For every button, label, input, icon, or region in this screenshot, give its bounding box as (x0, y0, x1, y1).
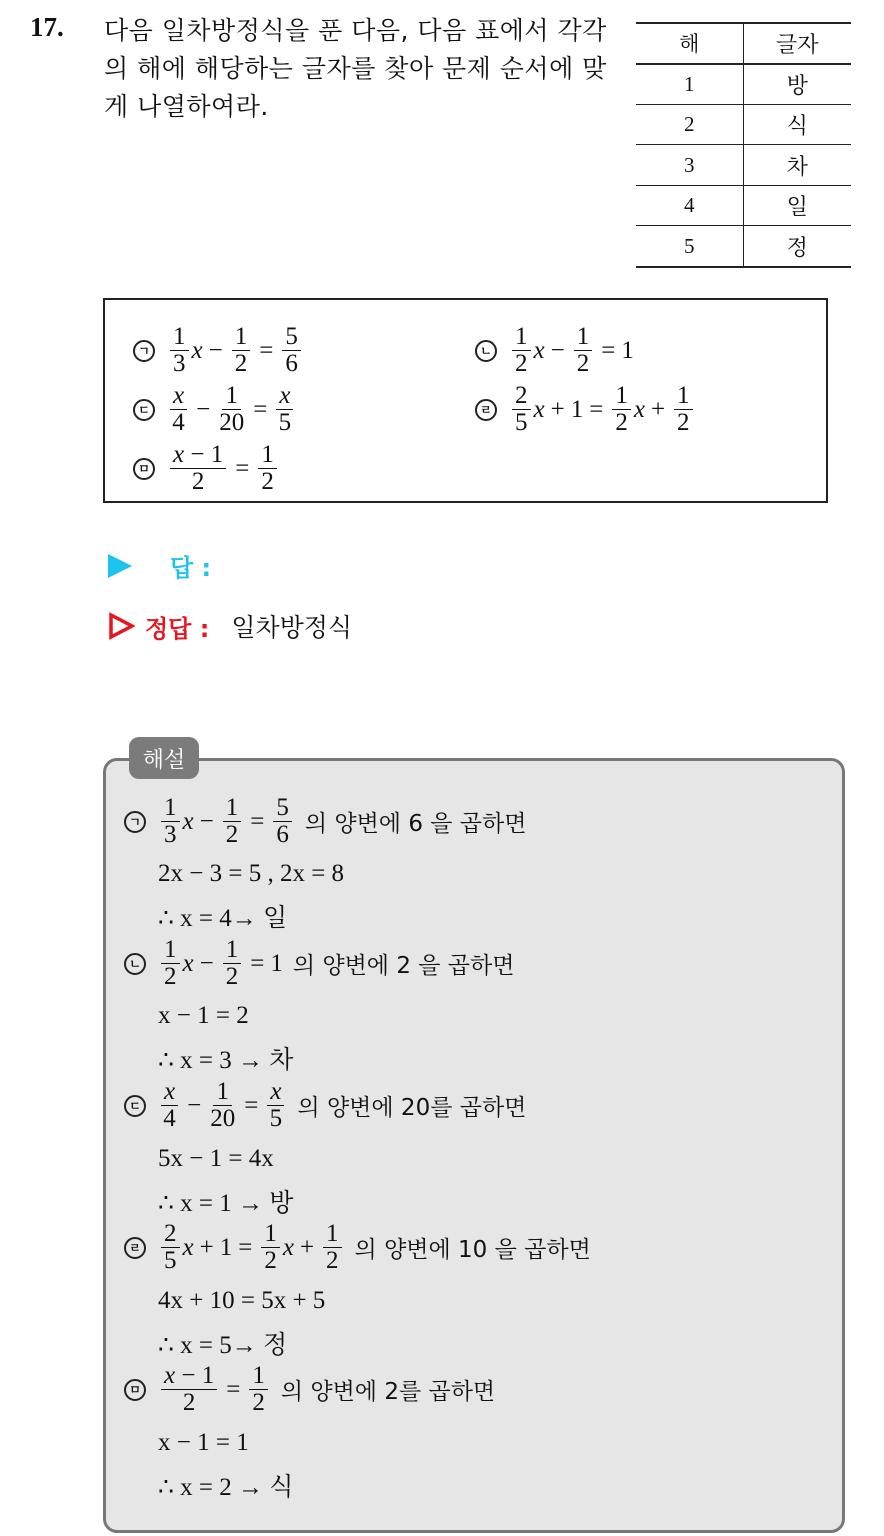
equation-b: ㄴ $\frac{1}{2}$ x − $\frac{1}{2}$ = 1 (475, 324, 634, 377)
correct-answer-line (108, 608, 352, 644)
answer-line (108, 548, 211, 583)
answer-label: 답 : (170, 554, 212, 582)
solution-equation-e: ㅁ $\frac{x - 1}{2}$ = $\frac{1}{2}$ 의 양변에 2를 곱하면 (124, 1363, 495, 1416)
solution-tag: 해설 (129, 737, 199, 779)
table-header: 해 (636, 23, 743, 64)
play-triangle-icon (108, 554, 132, 578)
multiply-phrase: 의 양변에 6 을 곱하면 (304, 811, 527, 837)
label-a: ㄱ (133, 340, 155, 362)
solution-equation-c: ㄷ $\frac{x}{4}$ − $\frac{1}{20}$ = $\frac{x}{5}$ 의 양변에 20를 곱하면 (124, 1079, 526, 1132)
label-b: ㄴ (475, 340, 497, 362)
multiply-phrase: 의 양변에 2 을 곱하면 (292, 953, 515, 979)
solution-letter-table (636, 22, 851, 268)
solution-step: x − 1 = 1 (158, 1429, 249, 1456)
solution-result: ∴ x = 5→ 정 (158, 1332, 288, 1359)
correct-label: 정답 : (145, 614, 210, 643)
table-row (636, 104, 851, 145)
table-cell: 1 (636, 64, 743, 105)
label-a: ㄱ (124, 811, 146, 833)
table-row (636, 226, 851, 267)
solution-equation-d: ㄹ $\frac{2}{5}$ x + 1 = $\frac{1}{2}$ x + $\frac{1}{2}$ 의 양변에 10 을 곱하면 (124, 1221, 591, 1274)
solution-equation-b: ㄴ $\frac{1}{2}$ x − $\frac{1}{2}$ = 1 의 양변에 2 을 곱하면 (124, 937, 514, 990)
table-row (636, 145, 851, 186)
label-b: ㄴ (124, 953, 146, 975)
question-number: 17. (30, 12, 64, 42)
table-cell: 2 (636, 104, 743, 145)
label-e: ㅁ (124, 1379, 146, 1401)
table-row (636, 185, 851, 226)
solution-step: x − 1 = 2 (158, 1002, 249, 1029)
equation-c: ㄷ $\frac{x}{4}$ − $\frac{1}{20}$ = $\frac{x}{5}$ (133, 383, 296, 436)
equation-a: ㄱ $\frac{1}{3}$ x − $\frac{1}{2}$ = $\frac{5}{6}$ (133, 324, 304, 377)
multiply-phrase: 의 양변에 2를 곱하면 (280, 1379, 496, 1405)
solution-result: ∴ x = 1 → 방 (158, 1190, 294, 1217)
solution-equation-a: ㄱ $\frac{1}{3}$ x − $\frac{1}{2}$ = $\frac{5}{6}$ 의 양변에 6 을 곱하면 (124, 795, 526, 848)
solution-result: ∴ x = 2 → 식 (158, 1474, 294, 1501)
question-text: 다음 일차방정식을 푼 다음, 다음 표에서 각각의 해에 해당하는 글자를 찾아 문제 순서에 맞게 나열하여라. (104, 16, 607, 121)
label-c: ㄷ (133, 399, 155, 421)
table-cell: 정 (743, 226, 851, 267)
equation-e: ㅁ $\frac{x - 1}{2}$ = $\frac{1}{2}$ (133, 442, 280, 495)
correct-answer: 일차방정식 (231, 613, 353, 642)
table-cell: 방 (743, 64, 851, 105)
table-row (636, 64, 851, 105)
label-d: ㄹ (124, 1237, 146, 1259)
table-cell: 5 (636, 226, 743, 267)
label-d: ㄹ (475, 399, 497, 421)
multiply-phrase: 의 양변에 10 을 곱하면 (354, 1237, 591, 1263)
label-c: ㄷ (124, 1095, 146, 1117)
table-cell: 3 (636, 145, 743, 186)
solution-step: 2x − 3 = 5 , 2x = 8 (158, 860, 345, 887)
table-header-row (636, 23, 851, 64)
table-cell: 4 (636, 185, 743, 226)
table-cell: 식 (743, 104, 851, 145)
solution-step: 4x + 10 = 5x + 5 (158, 1287, 326, 1314)
equation-d: ㄹ $\frac{2}{5}$ x + 1 = $\frac{1}{2}$ x + $\frac{1}{2}$ (475, 383, 696, 436)
table-cell: 차 (743, 145, 851, 186)
solution-step: 5x − 1 = 4x (158, 1145, 274, 1172)
solution-result: ∴ x = 3 → 차 (158, 1047, 294, 1074)
outline-triangle-icon (108, 612, 135, 640)
label-e: ㅁ (133, 458, 155, 480)
multiply-phrase: 의 양변에 20를 곱하면 (297, 1095, 527, 1121)
solution-result: ∴ x = 4→ 일 (158, 905, 288, 932)
table-header: 글자 (743, 23, 851, 64)
table-cell: 일 (743, 185, 851, 226)
